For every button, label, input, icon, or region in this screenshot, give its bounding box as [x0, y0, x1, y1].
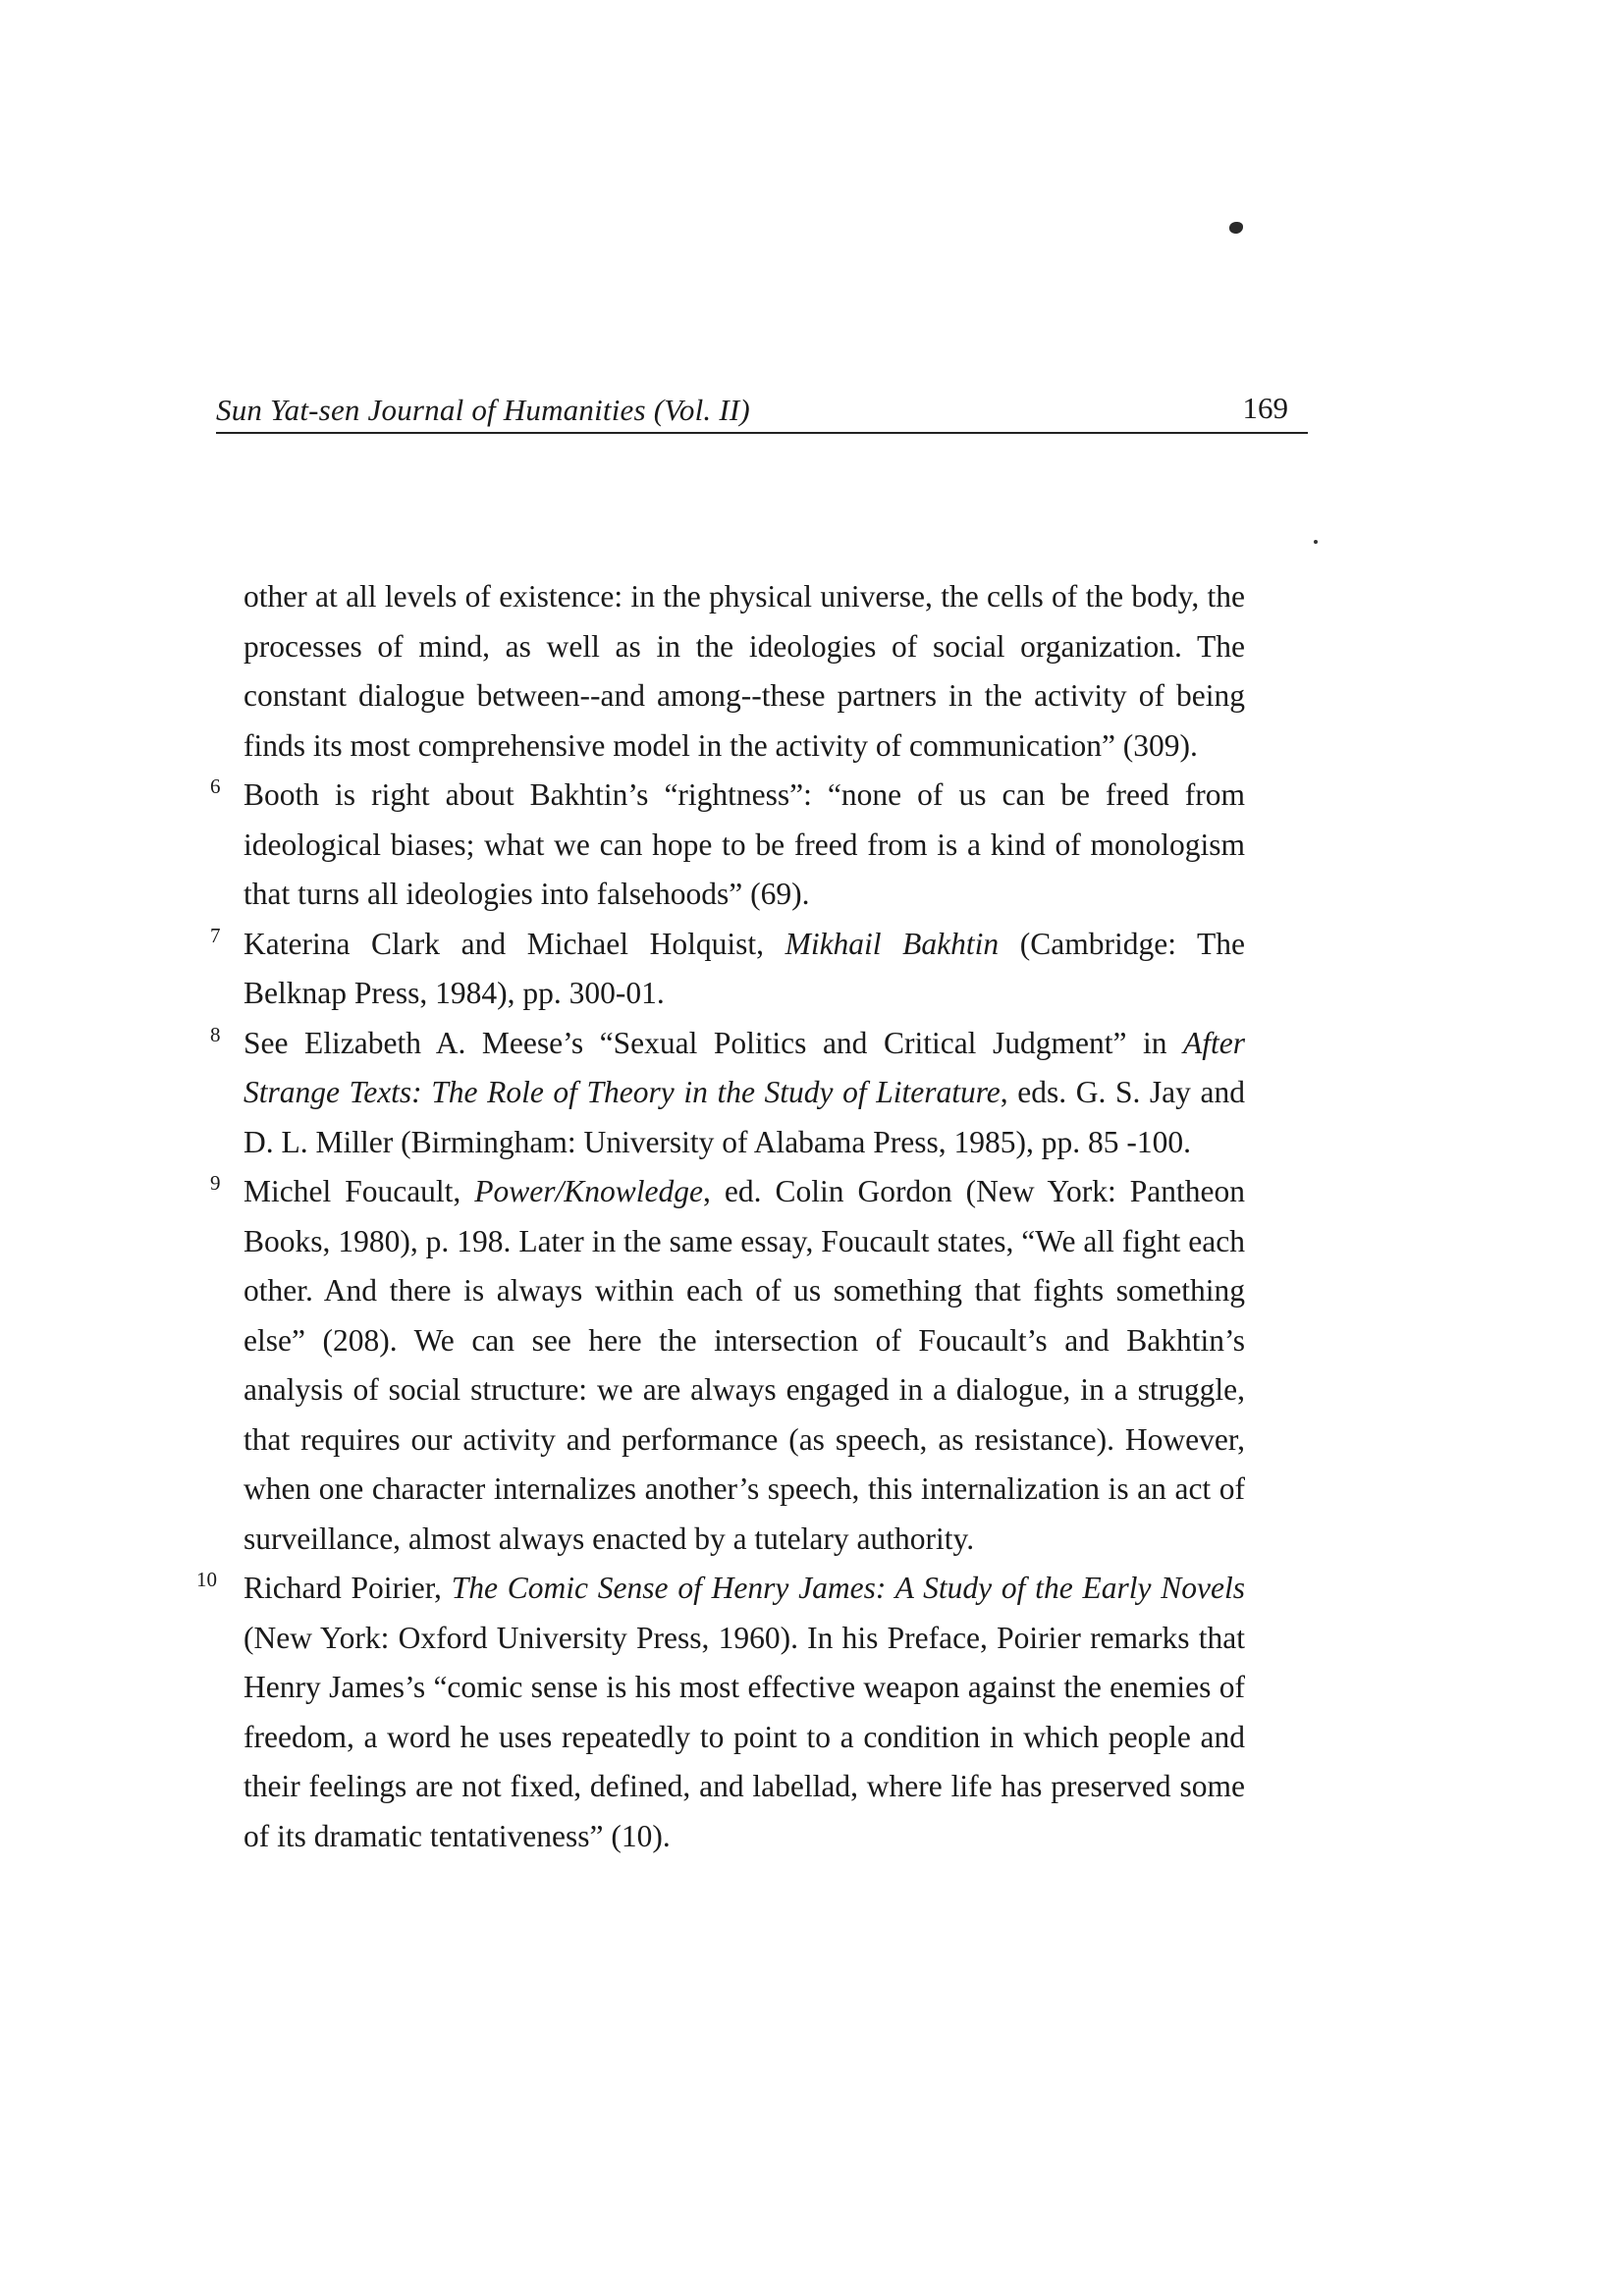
note-number: 8	[210, 1022, 221, 1046]
note-number: 9	[210, 1171, 221, 1195]
note-text: (Cambridge: The Belknap Press, 1984), pp. 300-01.	[244, 926, 1245, 1010]
journal-title: Sun Yat-sen Journal of Humanities (Vol. II)	[216, 393, 750, 427]
note-text: See Elizabeth A. Meese’s “Sexual Politics and Critical Judgment” in	[244, 1025, 1183, 1060]
endnote-10	[196, 1564, 1246, 1861]
note-text: Richard Poirier,	[244, 1571, 452, 1605]
running-header	[216, 385, 1308, 434]
book-title: After Strange Texts: The Role of Theory in the Study of Literature	[244, 1025, 1245, 1109]
ink-speck	[1229, 222, 1243, 234]
endnote-7	[210, 920, 1245, 1019]
book-title: Power/Knowledge	[474, 1174, 704, 1208]
ink-dot	[1314, 540, 1318, 544]
endnote-continued	[244, 572, 1245, 771]
note-text: Booth is right about Bakhtin’s “rightness”: “none of us can be freed from ideological biases; what we can hope to be freed from is a kind of monologism that turns all ideologies into falsehoods” (69).	[244, 777, 1245, 911]
book-title: The Comic Sense of Henry James: A Study of the Early Novels	[451, 1571, 1246, 1605]
page-number: 169	[1242, 391, 1288, 425]
endnote-8	[210, 1019, 1245, 1168]
note-text: Katerina Clark and Michael Holquist,	[244, 926, 785, 961]
endnote-6	[210, 771, 1245, 920]
note-number: 10	[196, 1568, 217, 1591]
note-text: (New York: Oxford University Press, 1960). In his Preface, Poirier remarks that Henry James’s “comic sense is his most effective weapon against the enemies of freedom, a word he uses repeatedly to point to a condition in which people and their feelings are not fixed, defined, and labellad, where life has preserved some of its dramatic tentativeness” (10).	[244, 1620, 1245, 1853]
note-text: other at all levels of existence: in the physical universe, the cells of the body, the processes of mind, as well as in the ideologies of social organization. The constant dialogue between--and among--these partners in the activity of being finds its most comprehensive model in the activity of communication” (309).	[244, 579, 1245, 763]
note-text: Michel Foucault,	[244, 1174, 475, 1208]
note-text: , eds. G. S. Jay and D. L. Miller (Birmingham: University of Alabama Press, 1985), pp. 85 -100.	[244, 1075, 1245, 1159]
note-number: 6	[210, 774, 221, 798]
endnote-9	[210, 1167, 1245, 1564]
note-text: , ed. Colin Gordon (New York: Pantheon Books, 1980), p. 198. Later in the same essay, Foucault states, “We all fight each other. And there is always within each of us something that fights something else” (208). We can see here the intersection of Foucault’s and Bakhtin’s analysis of social structure: we are always engaged in a dialogue, in a struggle, that requires our activity and performance (as speech, as resistance). However, when one character internalizes another’s speech, this internalization is an act of surveillance, almost always enacted by a tutelary authority.	[244, 1174, 1245, 1556]
book-title: Mikhail Bakhtin	[785, 926, 1000, 961]
endnotes	[196, 572, 1246, 1861]
note-number: 7	[210, 923, 221, 947]
